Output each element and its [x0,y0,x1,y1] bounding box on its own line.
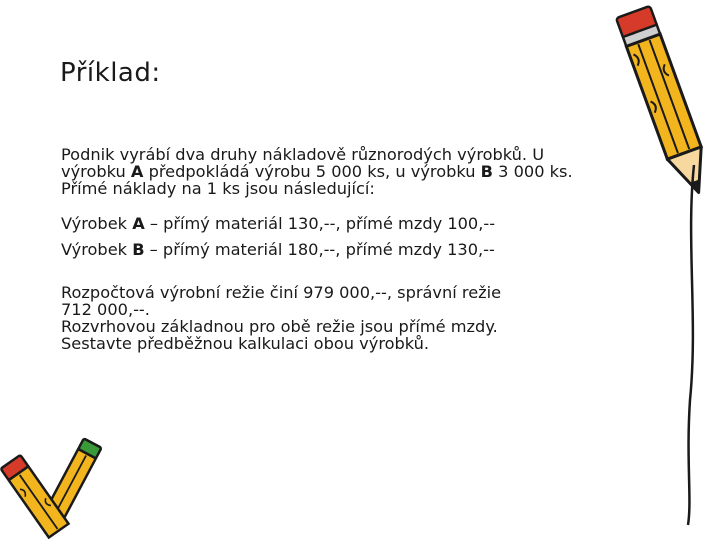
pencils-icon-left [0,430,120,540]
paragraph-direct-costs [61,215,671,258]
intro-line-1: Podnik vyrábí dva druhy nákladově různorodých výrobků. U [61,145,545,164]
costs-text: Výrobek [61,240,133,259]
task-line: Sestavte předběžnou kalkulaci obou výrobků. [61,334,430,353]
costs-text: – přímý materiál 180,--, přímé mzdy 130,-- [144,240,495,259]
product-b-costs [61,241,671,258]
intro-text: předpokládá výrobu 5 000 ks, u výrobku [143,162,481,181]
costs-text: Výrobek [61,214,133,233]
product-a-label: A [132,214,145,233]
pencil-line-icon [676,160,706,530]
intro-text: výrobku [61,162,131,181]
overhead-line-2: 712 000,--. [61,300,150,319]
intro-text: 3 000 ks. [493,162,573,181]
product-b-label: B [132,240,145,259]
product-a-label: A [130,162,144,181]
slide-body [61,146,671,369]
paragraph-intro [61,146,671,197]
product-b-label: B [480,162,494,181]
intro-line-2 [61,163,671,180]
intro-line-3: Přímé náklady na 1 ks jsou následující: [61,179,375,198]
overhead-line-3: Rozvrhovou základnou pro obě režie jsou přímé mzdy. [61,317,498,336]
product-a-costs [61,215,671,232]
overhead-line-1: Rozpočtová výrobní režie činí 979 000,--, správní režie [61,283,502,302]
slide-title: Příklad: [60,58,161,88]
costs-text: – přímý materiál 130,--, přímé mzdy 100,-- [144,214,496,233]
paragraph-overheads [61,284,671,352]
